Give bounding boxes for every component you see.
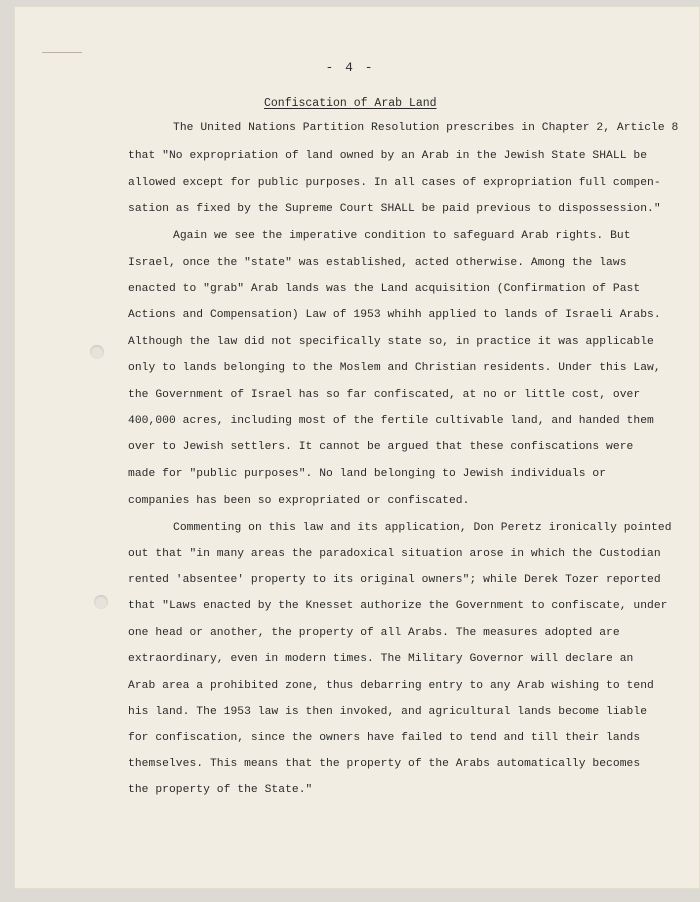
punch-hole — [90, 345, 104, 359]
text-line: themselves. This means that the property of the Arabs automatically becomes — [128, 758, 641, 770]
text-line: only to lands belonging to the Moslem and Christian residents. Under this Law, — [128, 362, 661, 374]
text-line: one head or another, the property of all Arabs. The measures adopted are — [128, 627, 620, 639]
text-line: the property of the State." — [128, 784, 313, 796]
text-line: Although the law did not specifically state so, in practice it was applicable — [128, 336, 654, 348]
text-line: Again we see the imperative condition to safeguard Arab rights. But — [173, 230, 631, 242]
text-line: Arab area a prohibited zone, thus debarring entry to any Arab wishing to tend — [128, 680, 654, 692]
text-line: that "Laws enacted by the Knesset authorize the Government to confiscate, under — [128, 600, 668, 612]
text-line: extraordinary, even in modern times. The Military Governor will declare an — [128, 653, 634, 665]
paper-edge-mark — [42, 52, 82, 53]
text-line: companies has been so expropriated or confiscated. — [128, 495, 470, 507]
punch-hole — [94, 595, 108, 609]
text-line: 400,000 acres, including most of the fertile cultivable land, and handed them — [128, 415, 654, 427]
text-line: allowed except for public purposes. In all cases of expropriation full compen- — [128, 177, 661, 189]
text-line: over to Jewish settlers. It cannot be argued that these confiscations were — [128, 441, 634, 453]
text-line: Actions and Compensation) Law of 1953 whihh applied to lands of Israeli Arabs. — [128, 309, 661, 321]
page-number: - 4 - — [325, 60, 375, 75]
text-line: enacted to "grab" Arab lands was the Land acquisition (Confirmation of Past — [128, 283, 641, 295]
text-line: made for "public purposes". No land belonging to Jewish individuals or — [128, 468, 607, 480]
text-line: that "No expropriation of land owned by an Arab in the Jewish State SHALL be — [128, 150, 648, 162]
text-line: the Government of Israel has so far confiscated, at no or little cost, over — [128, 389, 641, 401]
text-line: his land. The 1953 law is then invoked, and agricultural lands become liable — [128, 706, 648, 718]
text-line: for confiscation, since the owners have failed to tend and till their lands — [128, 732, 641, 744]
text-line: out that "in many areas the paradoxical situation arose in which the Custodian — [128, 548, 661, 560]
text-line: sation as fixed by the Supreme Court SHALL be paid previous to dispossession." — [128, 203, 661, 215]
text-line: rented 'absentee' property to its original owners"; while Derek Tozer reported — [128, 574, 661, 586]
text-line: Israel, once the "state" was established, acted otherwise. Among the laws — [128, 257, 627, 269]
section-heading: Confiscation of Arab Land — [264, 97, 437, 110]
text-line: The United Nations Partition Resolution prescribes in Chapter 2, Article 8 — [173, 122, 679, 134]
text-line: Commenting on this law and its application, Don Peretz ironically pointed — [173, 522, 672, 534]
